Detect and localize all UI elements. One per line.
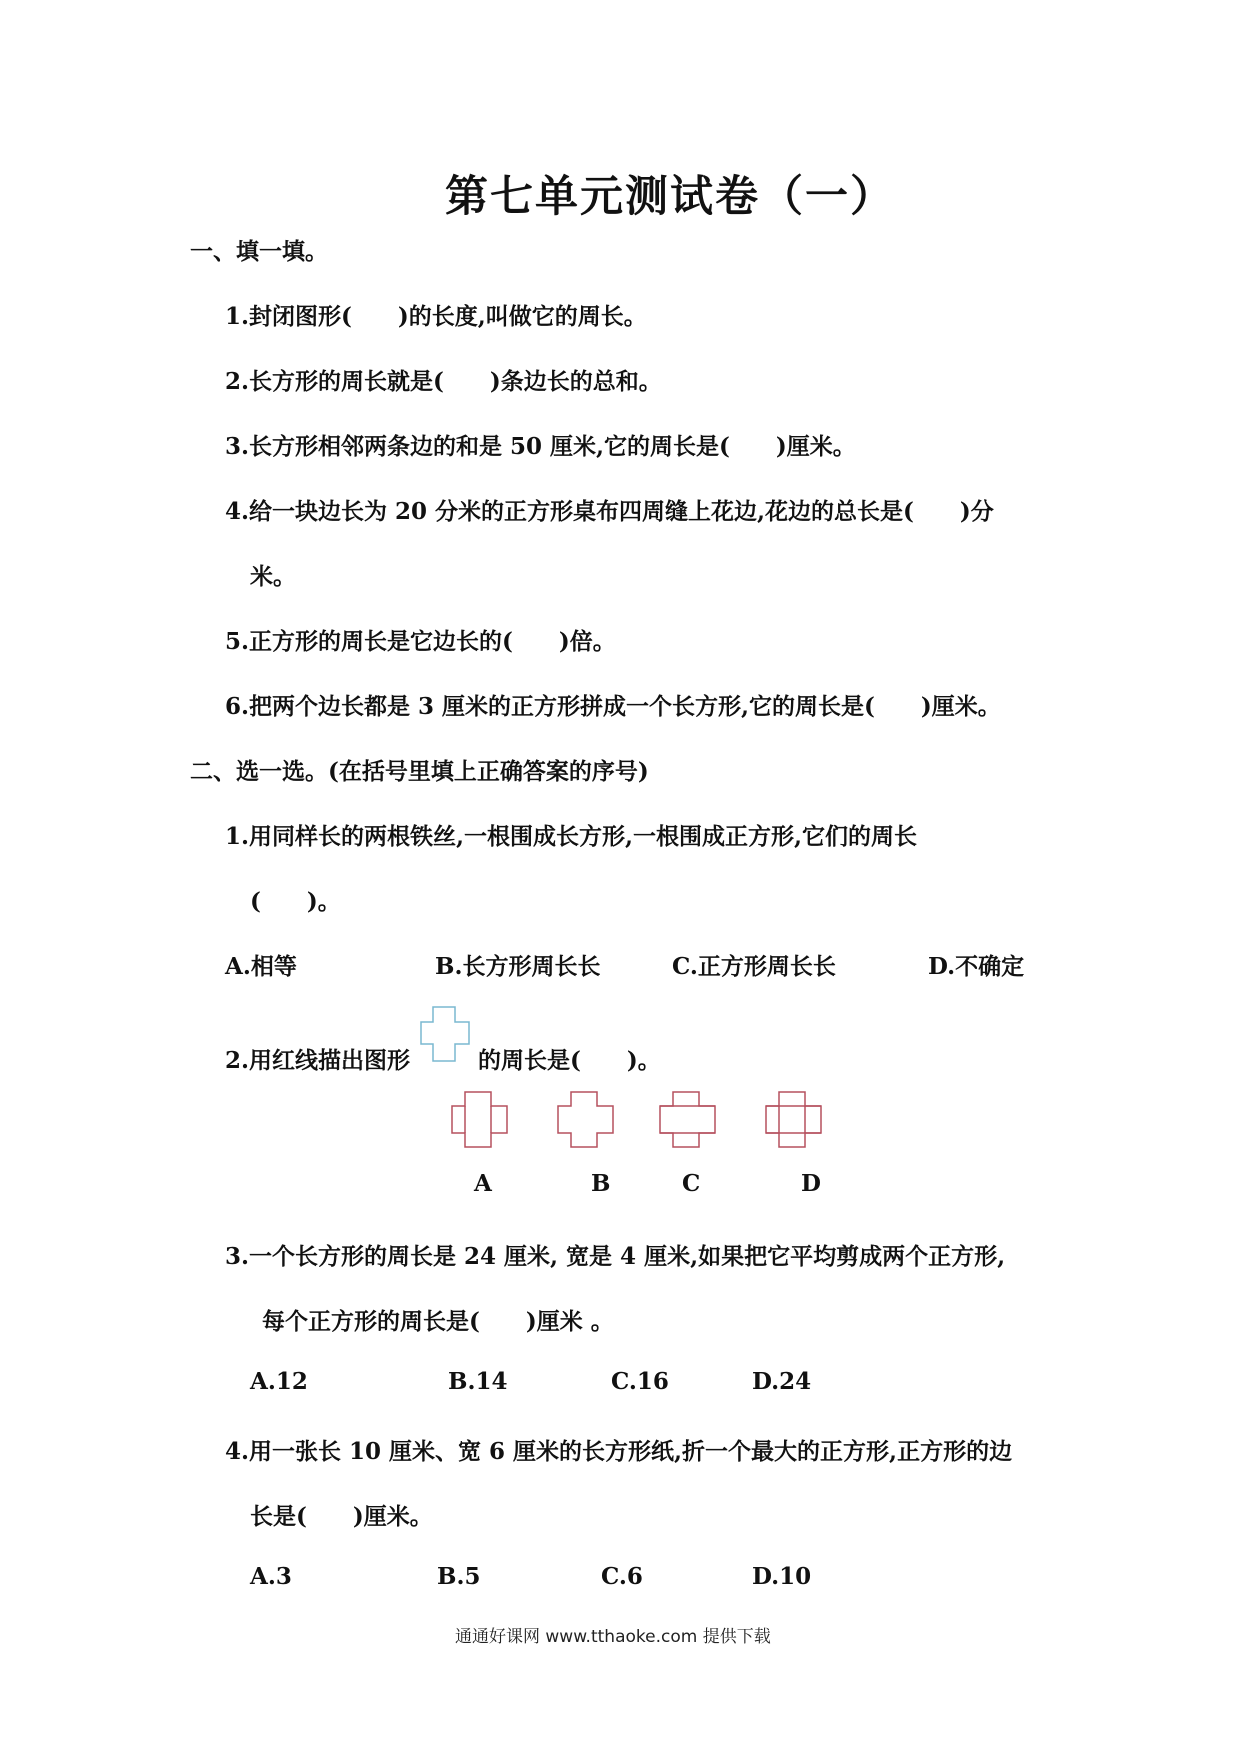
choice-question-2-suffix: 的周长是( )。: [478, 1047, 661, 1074]
choice-3-option-d: D.24: [752, 1368, 812, 1395]
fill-question-6: 6.把两个边长都是 3 厘米的正方形拼成一个长方形,它的周长是( )厘米。: [225, 693, 1001, 720]
footer-source: 通通好课网 www.tthaoke.com 提供下载: [455, 1627, 771, 1647]
choice-1-option-d: D.不确定: [928, 953, 1025, 980]
option-a-figure: [451, 1091, 509, 1149]
fill-question-2: 2.长方形的周长就是( )条边长的总和。: [225, 368, 662, 395]
choice-4-option-a: A.3: [250, 1563, 292, 1590]
option-c-label: C: [682, 1170, 701, 1197]
option-b-figure: [557, 1091, 615, 1149]
choice-3-option-a: A.12: [250, 1368, 308, 1395]
choice-question-3-line-2: 每个正方形的周长是( )厘米 。: [262, 1308, 614, 1335]
option-b-label: B: [591, 1170, 611, 1197]
choice-question-4-line-1: 4.用一张长 10 厘米、宽 6 厘米的长方形纸,折一个最大的正方形,正方形的边: [225, 1438, 1013, 1465]
option-d-label: D: [801, 1170, 821, 1197]
fill-question-4-line-2: 米。: [250, 563, 296, 590]
choice-1-option-c: C.正方形周长长: [672, 953, 836, 980]
choice-question-1-line-1: 1.用同样长的两根铁丝,一根围成长方形,一根围成正方形,它们的周长: [225, 823, 918, 850]
page-title: 第七单元测试卷（一）: [445, 172, 895, 222]
option-a-label: A: [474, 1170, 492, 1197]
choice-4-option-c: C.6: [601, 1563, 643, 1590]
choice-1-option-a: A.相等: [225, 953, 297, 980]
option-c-figure: [659, 1091, 717, 1149]
option-d-figure: [765, 1091, 823, 1149]
fill-question-3: 3.长方形相邻两条边的和是 50 厘米,它的周长是( )厘米。: [225, 433, 856, 460]
cross-shape-figure: [420, 1006, 470, 1062]
section-2-heading: 二、选一选。(在括号里填上正确答案的序号): [190, 758, 649, 785]
choice-question-3-line-1: 3.一个长方形的周长是 24 厘米, 宽是 4 厘米,如果把它平均剪成两个正方形,: [225, 1243, 1006, 1270]
fill-question-5: 5.正方形的周长是它边长的( )倍。: [225, 628, 616, 655]
fill-question-4-line-1: 4.给一块边长为 20 分米的正方形桌布四周缝上花边,花边的总长是( )分: [225, 498, 994, 525]
choice-question-4-line-2: 长是( )厘米。: [250, 1503, 433, 1530]
choice-3-option-b: B.14: [448, 1368, 508, 1395]
choice-question-2-prefix: 2.用红线描出图形: [225, 1047, 411, 1074]
choice-3-option-c: C.16: [611, 1368, 669, 1395]
section-1-heading: 一、填一填。: [190, 238, 328, 265]
choice-4-option-b: B.5: [437, 1563, 481, 1590]
choice-4-option-d: D.10: [752, 1563, 812, 1590]
fill-question-1: 1.封闭图形( )的长度,叫做它的周长。: [225, 303, 647, 330]
choice-1-option-b: B.长方形周长长: [435, 953, 601, 980]
choice-question-1-line-2: ( )。: [250, 888, 341, 915]
